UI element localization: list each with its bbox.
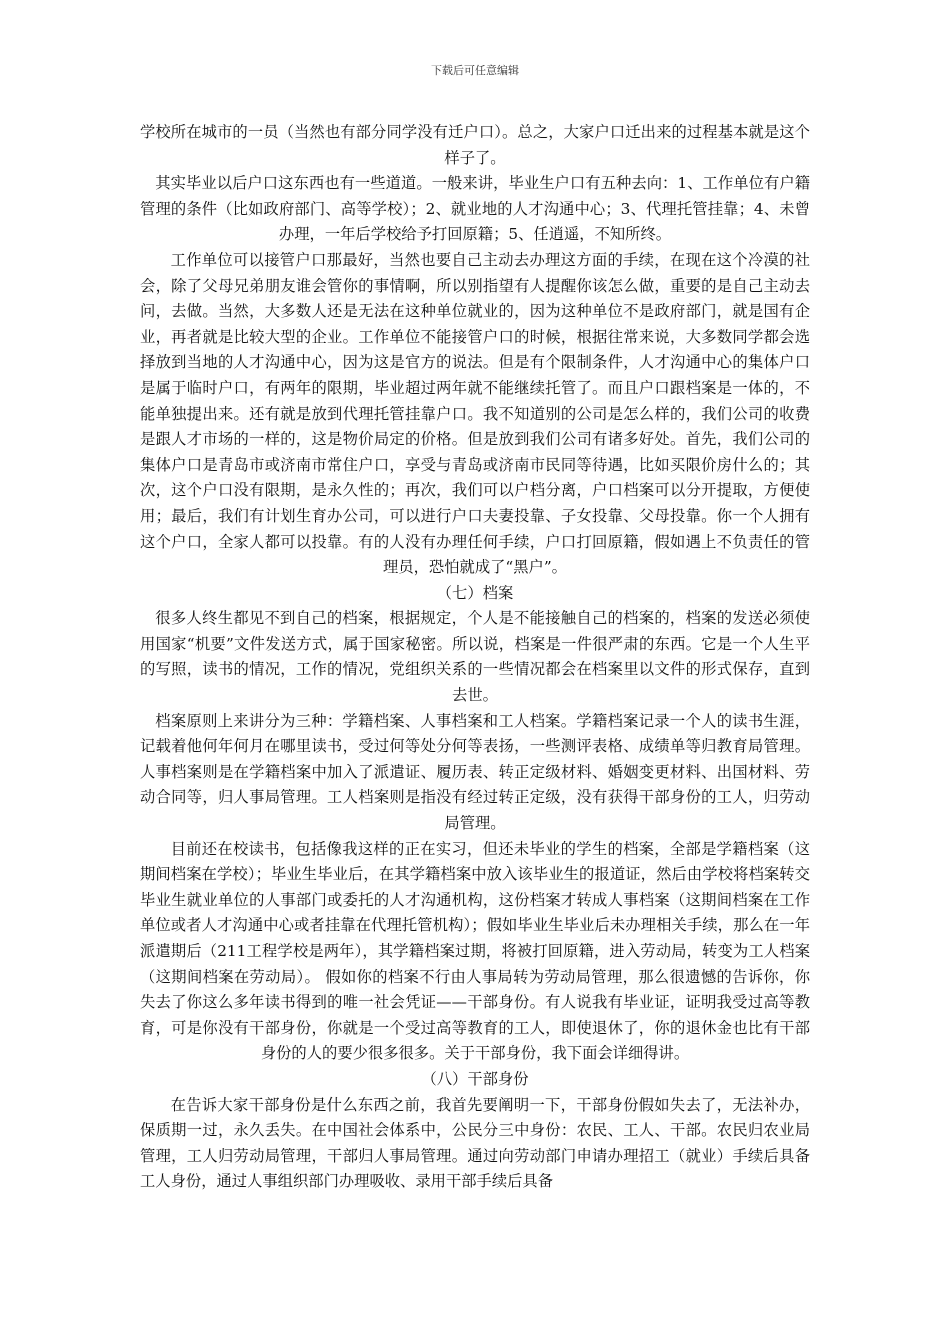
paragraph-archive-types: 档案原则上来讲分为三种：学籍档案、人事档案和工人档案。学籍档案记录一个人的读书生涯，记载着他何年何月在哪里读书，受过何等处分何等表扬，一些测评表格、成绩单等归教育局管理。人事档案则是在学籍档案中加入了派遣证、履历表、转正定级材料、婚姻变更材料、出国材料、劳动合同等，归人事局管理。工人档案则是指没有经过转正定级，没有获得干部身份的工人，归劳动局管理。 — [140, 711, 810, 833]
paragraph-hukou-destinations: 其实毕业以后户口这东西也有一些道道。一般来讲，毕业生户口有五种去向：1、工作单位有户籍管理的条件（比如政府部门、高等学校）；2、就业地的人才沟通中心；3、代理托管挂靠；4、未曾办理，一年后学校给予打回原籍；5、任逍遥，不知所终。 — [140, 174, 810, 244]
section-heading-cadre-status: （八）干部身份 — [421, 1069, 529, 1088]
paragraph-cadre-status: 在告诉大家干部身份是什么东西之前，我首先要阐明一下，干部身份假如失去了，无法补办，保质期一过，永久丢失。在中国社会体系中，公民分三中身份：农民、工人、干部。农民归农业局管理，工人归劳动局管理，干部归人事局管理。通过向劳动部门申请办理招工（就业）手续后具备工人身份，通过人事组织部门办理吸收、录用干部手续后具备 — [140, 1095, 810, 1191]
paragraph-residence-summary: 学校所在城市的一员（当然也有部分同学没有迁户口）。总之，大家户口迁出来的过程基本就是这个样子了。 — [140, 123, 810, 167]
paragraph-work-unit-hukou: 工作单位可以接管户口那最好，当然也要自己主动去办理这方面的手续，在现在这个冷漠的社会，除了父母兄弟朋友谁会管你的事情啊，所以别指望有人提醒你该怎么做，重要的是自己主动去问，去做。当然，大多数人还是无法在这种单位就业的，因为这种单位不是政府部门，就是国有企业，再者就是比较大型的企业。工作单位不能接管户口的时候，根据往常来说，大多数同学都会选择放到当地的人才沟通中心，因为这是官方的说法。但是有个限制条件，人才沟通中心的集体户口是属于临时户口，有两年的限期，毕业超过两年就不能继续托管了。而且户口跟档案是一体的，不能单独提出来。还有就是放到代理托管挂靠户口。我不知道别的公司是怎么样的，我们公司的收费是跟人才市场的一样的，这是物价局定的价格。但是放到我们公司有诸多好处。首先，我们公司的集体户口是青岛市或济南市常住户口，享受与青岛或济南市民同等待遇，比如买限价房什么的；其次，这个户口没有限期，是永久性的；再次，我们可以户档分离，户口档案可以分开提取，方便使用；最后，我们有计划生育办公司，可以进行户口夫妻投靠、子女投靠、父母投靠。你一个人拥有这个户口，全家人都可以投靠。有的人没有办理任何手续，户口打回原籍，假如遇上不负责任的管理员，恐怕就成了“黑户”。 — [140, 250, 810, 577]
paragraph-archives-intro: 很多人终生都见不到自己的档案，根据规定，个人是不能接触自己的档案的，档案的发送必须使用国家“机要”文件发送方式，属于国家秘密。所以说，档案是一件很严肃的东西。它是一个人生平的写照，读书的情况，工作的情况，党组织关系的一些情况都会在档案里以文件的形式保存，直到去世。 — [140, 609, 810, 705]
paragraph-student-archives: 目前还在校读书，包括像我这样的正在实习，但还未毕业的学生的档案，全部是学籍档案（这期间档案在学校）；毕业生毕业后，在其学籍档案中放入该毕业生的报道证，然后由学校将档案转交毕业生就业单位的人事部门或委托的人才沟通机构，这份档案才转成人事档案（这期间档案在工作单位或者人才沟通中心或者挂靠在代理托管机构）；假如毕业生毕业后未办理相关手续，那么在一年派遣期后（211工程学校是两年），其学籍档案过期，将被打回原籍，进入劳动局，转变为工人档案（这期间档案在劳动局）。 假如你的档案不行由人事局转为劳动局管理，那么很遗憾的告诉你，你失去了你这么多年读书得到的唯一社会凭证——干部身份。有人说我有毕业证，证明我受过高等教育，可是你没有干部身份，你就是一个受过高等教育的工人，即使退休了，你的退休金也比有干部身份的人的要少很多很多。关于干部身份，我下面会详细得讲。 — [140, 839, 810, 1063]
section-heading-archives: （七）档案 — [436, 583, 514, 602]
document-body — [140, 120, 810, 1195]
page-header: 下载后可任意编辑 — [431, 64, 519, 77]
